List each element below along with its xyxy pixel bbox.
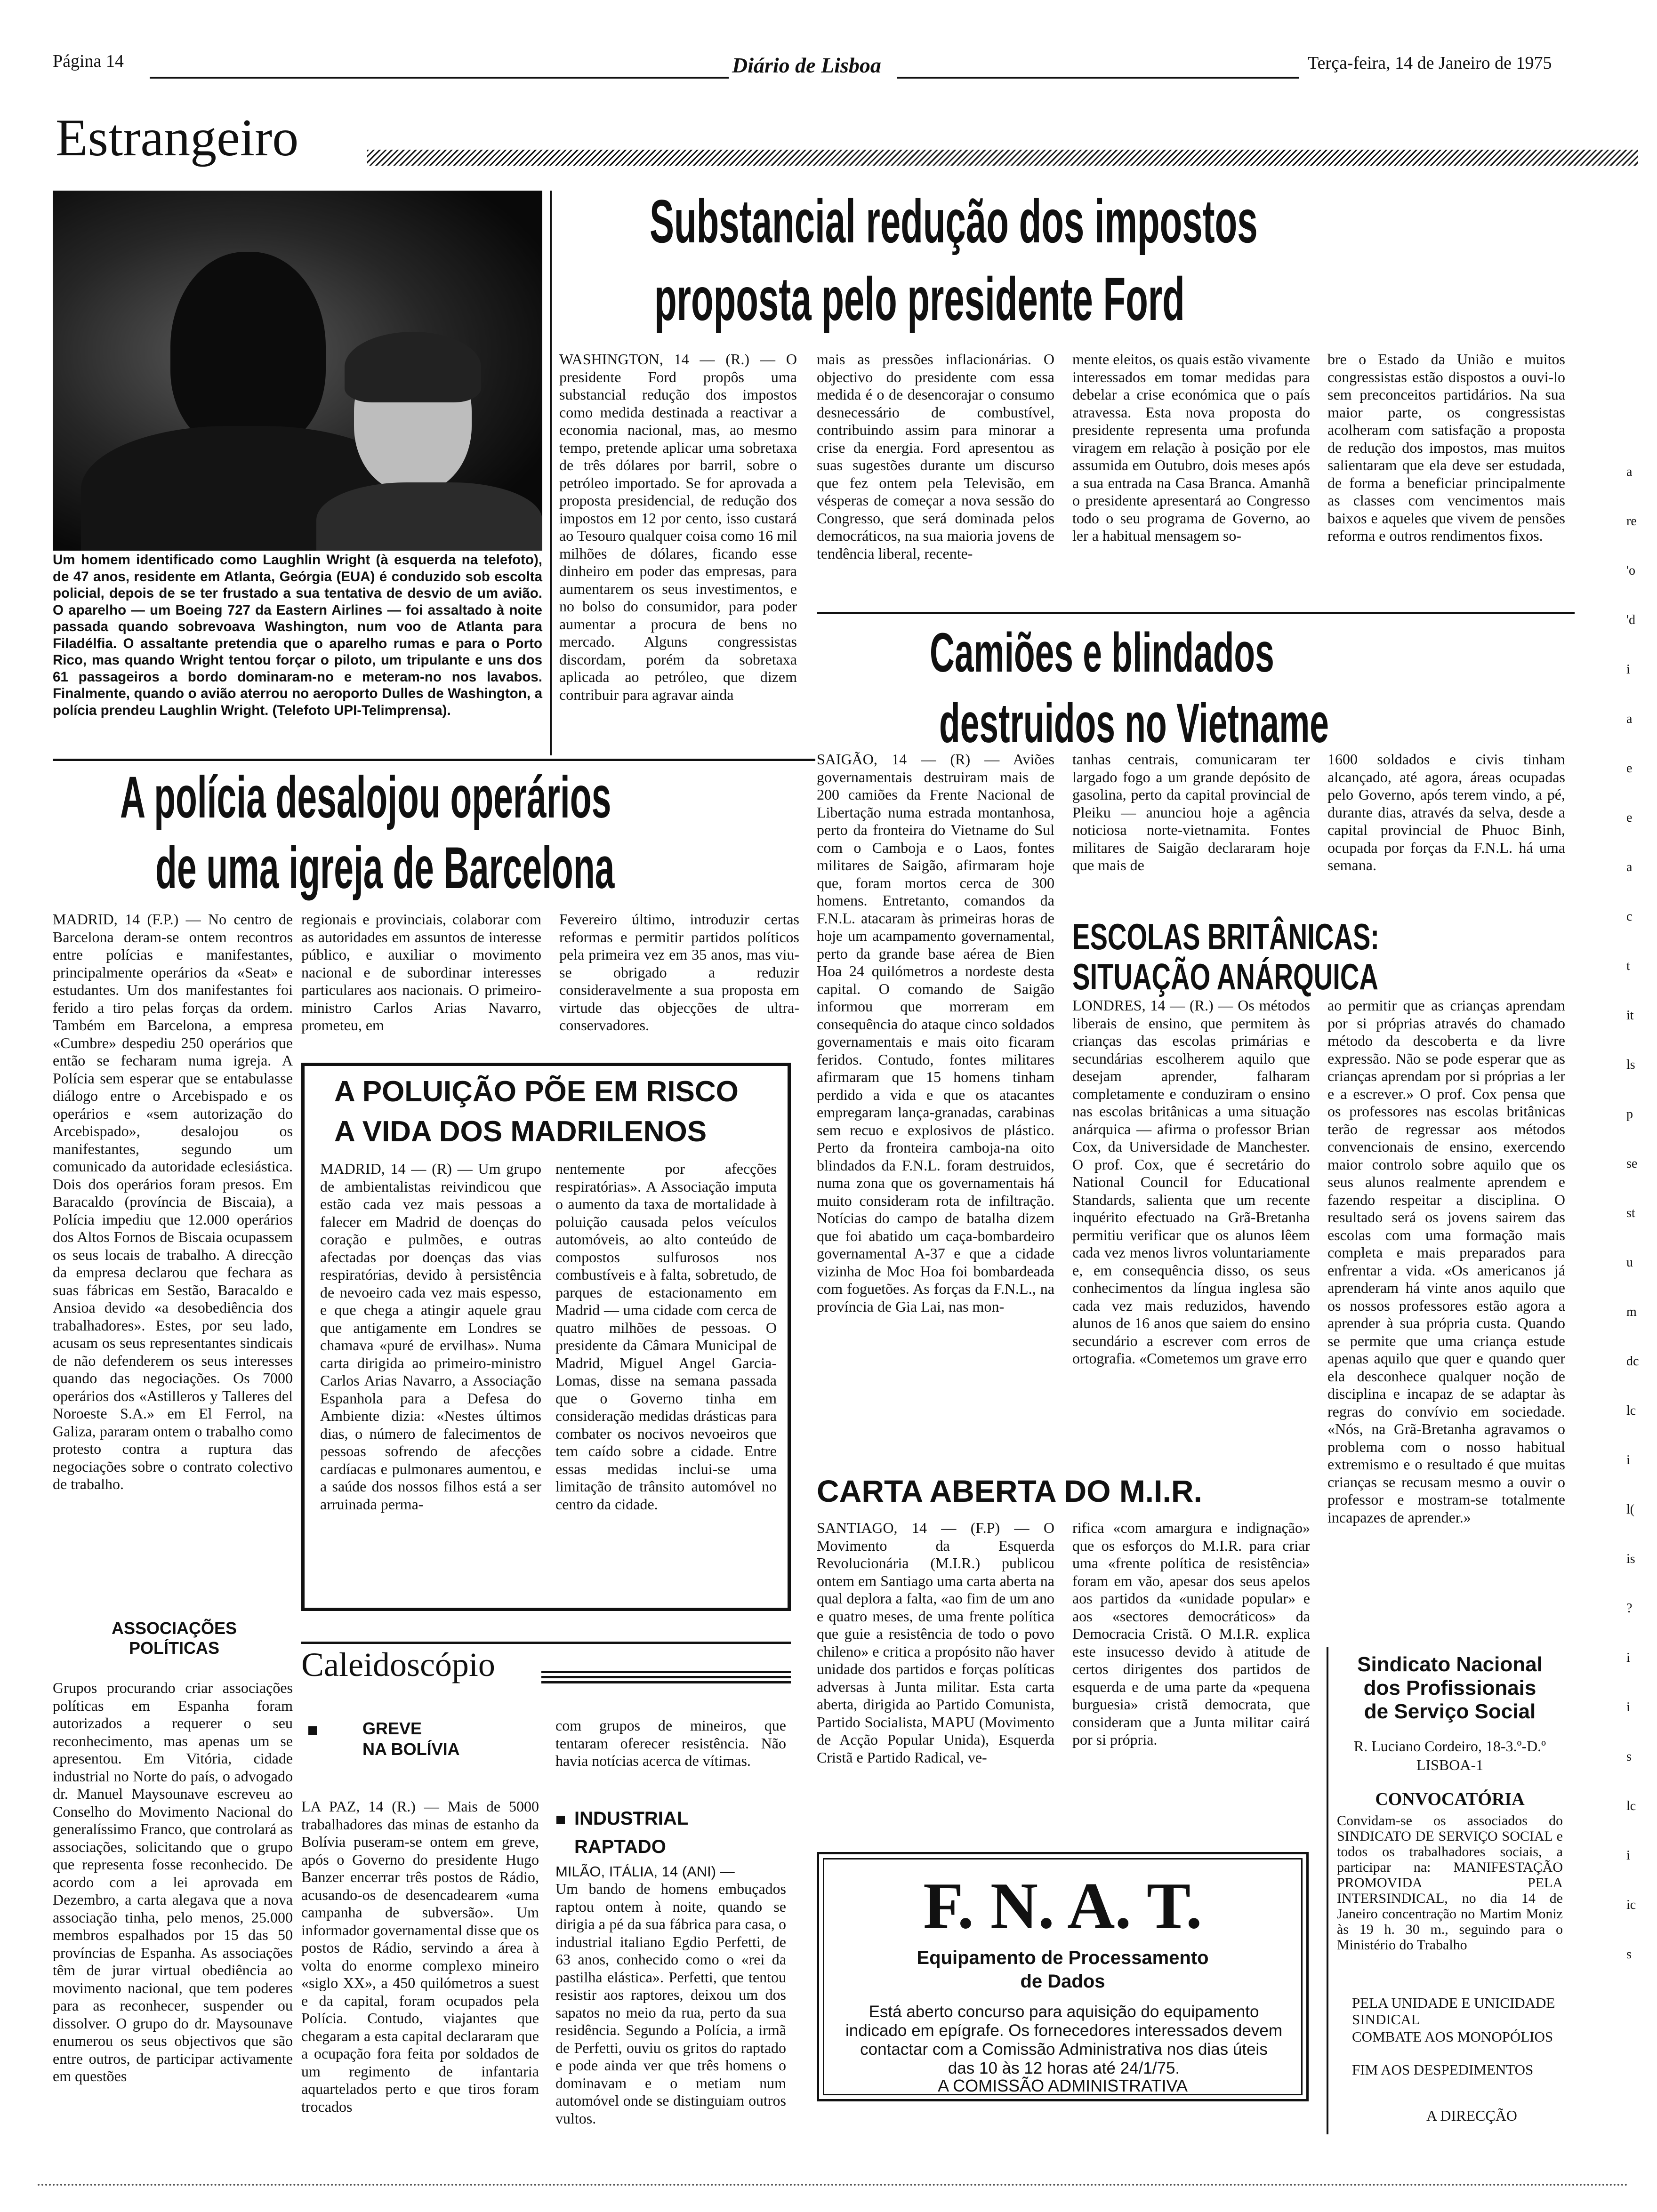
sindicato-body: Convidam-se os associados do SINDICATO DE SERVIÇO SOCIAL e todos os trabalhadores sociais, a participar na: MANIFESTAÇÃO PROMOVIDA PELA INTERSINDICAL, no dia 14 de Janeiro concentração no Martim Moniz às 19 h. 30 m., seguindo para o Ministério do Trabalho	[1337, 1813, 1563, 1953]
margin-fragment: lc	[1626, 1403, 1636, 1418]
fnat-subtitle-line2: de Dados	[1020, 1971, 1105, 1992]
ford-column-2: mais as pressões inflacionárias. O objectivo do presidente com essa medida é o de desencorajar o consumo desnecessário de combustível, contribuindo assim para minorar a crise da energia. Ford apresentou as suas sugestões durante um discurso que fez ontem pela Televisão, em vésperas de começar a nova sessão do Congresso, que será dominada pelos democráticos, na sua maioria jovens de tendência liberal, recente-	[817, 351, 1054, 562]
mir-column-2: rifica «com amargura e indignação» que os esforços do M.I.R. para criar uma «frente política de resistência» foram em vão, apesar dos seus apelos aos partidos da «unidade popular» e aos «sectores democráticos» da Democracia Cristã. O M.I.R. explica este insucesso devido à atitude de certos dirigentes dos partidos de esquerda e de uma parte da «pequena burguesia» cristã democrata, que consideram que a Junta militar cairá por si própria.	[1072, 1519, 1310, 1748]
escolas-headline-line1: ESCOLAS BRITÂNICAS:	[1072, 916, 1380, 957]
photo-caption: Um homem identificado como Laughlin Wright (à esquerda na telefoto), de 47 anos, residente em Atlanta, Geórgia (EUA) é conduzido sob escolta policial, depois de se ter frustado a sua tentativa de desvio de um avião. O aparelho — um Boeing 727 da Eastern Airlines — foi assaltado à noite passada quando sobrevoava Washington, num voo de Atlanta para Filadélfia. O assaltante pretendia que o aparelho rumas e para o Porto Rico, mas quando Wright tentou forçar o piloto, um tripulante e uns dos 61 passageiros a bordo dominaram-no e meteram-no nos lavabos. Finalmente, quando o avião aterrou no aeroporto Dulles de Washington, a polícia prendeu Laughlin Wright. (Telefoto UPI-Telimprensa).	[53, 552, 542, 718]
vietnam-headline-line1: Camiões e blindados	[930, 622, 1274, 684]
policia-headline-line2: de uma igreja de Barcelona	[155, 835, 615, 901]
margin-fragment: u	[1626, 1255, 1633, 1270]
sindicato-slogan-3: FIM AOS DESPEDIMENTOS	[1352, 2061, 1534, 2078]
greve-body: LA PAZ, 14 (R.) — Mais de 5000 trabalhadores das minas de estanho da Bolívia puseram-se ontem em greve, após o Governo do presidente Hugo Banzer encerrar três postos de Rádio, acusando-os de desencadearem «uma campanha de subversão». Um informador governamental disse que os postos de Rádio, servindo a área à volta do enorme complexo mineiro «siglo XX», a 450 quilómetros a suest e da capital, foram ocupados pela Polícia. Contudo, viajantes que chegaram a esta capital declararam que a ocupação fora feita por soldados de um regimento de infantaria aquartelados perto e que tiros foram trocados	[301, 1798, 539, 2115]
fnat-subtitle-line1: Equipamento de Processamento	[917, 1948, 1209, 1968]
associacoes-heading-line2: POLÍTICAS	[129, 1638, 219, 1658]
horizontal-rule	[817, 612, 1575, 614]
margin-fragment: dc	[1626, 1354, 1639, 1369]
raptado-body: Um bando de homens embuçados raptou ontem à noite, quando se dirigia a pé da sua fábrica para casa, o industrial italiano Egdio Perfetti, de 63 anos, conhecido como o «rei da pastilha elástica». Perfetti, que tentou resistir aos raptores, deixou um dos sapatos no meio da rua, perto da sua residência. Segundo a Polícia, a irmã de Perfetti, ouviu os gritos do raptado e pode ainda ver que três homens o dominavam e o metiam num automóvel onde se distinguiam outros vultos.	[555, 1880, 786, 2127]
poluicao-column-1: MADRID, 14 — (R) — Um grupo de ambientalistas reivindicou que estão cada vez mais pessoas a falecer em Madrid de doenças do coração e pulmões, e outras afectadas por doenças das vias respiratórias, devido à persistência de nevoeiro cada vez mais espesso, e que chega a atingir aquele grau que antigamente em Londres se chamava «puré de ervilhas». Numa carta dirigida ao primeiro-ministro Carlos Arias Navarro, a Associação Espanhola para a Defesa do Ambiente dizia: «Nestes últimos dias, o número de falecimentos de pessoas sofrendo de afecções cardíacas e pulmonares aumentou, e a saúde dos nossos filhos está a ser arruinada perma-	[320, 1160, 541, 1513]
margin-fragment: t	[1626, 959, 1630, 973]
margin-fragment: i	[1626, 1651, 1630, 1665]
policia-column-1: MADRID, 14 (F.P.) — No centro de Barcelona deram-se ontem recontros entre polícias e manifestantes, principalmente operários da «Seat» e estudantes. Um dos manifestantes foi ferido a tiro pelas forças da ordem. Também em Barcelona, a empresa «Cumbre» despediu 250 operários que então se fecharam numa igreja. A Polícia sem esperar que se entabulasse diálogo entre o Arcebispado e os operários e «sem autorização do Arcebispado», desalojou os manifestantes, segundo um comunicado da autoridade eclesiástica. Dois dos operários foram presos. Em Baracaldo (província de Biscaia), a Polícia impediu que 12.000 operários dos Altos Fornos de Biscaia ocupassem os seus locais de trabalho. A direcção da empresa declarou que fechara as suas fábricas em Sestão, Baracaldo e Ansioa devido «a desobediência dos trabalhadores». Estes, por seu lado, acusam os seus representantes sindicais de não defenderem os seus interesses quando das negociações. Os 7000 operários dos «Astilleros y Talleres del Noroeste S.A.» em El Ferrol, na Galiza, pararam ontem o trabalho como protesto contra a ruptura das negociações sobre o contrato colectivo de trabalho.	[53, 911, 293, 1492]
margin-fragment: ?	[1626, 1601, 1633, 1616]
margin-fragment: ls	[1626, 1058, 1635, 1072]
ford-headline-line1: Substancial redução dos impostos	[650, 187, 1258, 256]
margin-fragment: l(	[1626, 1502, 1635, 1517]
margin-fragment: s	[1626, 1749, 1632, 1764]
sindicato-name-line3: de Serviço Social	[1364, 1700, 1536, 1723]
poluicao-headline-line1: A POLUIÇÃO PÕE EM RISCO	[334, 1075, 739, 1108]
column-rule	[550, 191, 552, 755]
vietnam-column-2: tanhas centrais, comunicaram ter largado fogo a um grande depósito de gasolina, perto da capital provincial de Pleiku — anunciou hoje a agência noticiosa norte-vietnamita. Fontes militares de Saigão declararam hoje que mais de	[1072, 751, 1310, 874]
margin-fragment: i	[1626, 1848, 1630, 1863]
margin-fragment: i	[1626, 662, 1630, 677]
mir-column-1: SANTIAGO, 14 — (F.P) — O Movimento da Esquerda Revolucionária (M.I.R.) publicou ontem em Santiago uma carta aberta na qual deplora a falta, «ao fim de um ano e quatro meses, de uma frente política que guie a resistência de todo o povo chileno» e critica a propósito não haver unidade dos partidos e forças políticas adversas à Junta militar. Esta carta aberta, dirigida ao Partido Comunista, Partido Socialista, MAPU (Movimento de Acção Popular Unida), Esquerda Cristã e Partido Radical, ve-	[817, 1519, 1054, 1766]
poluicao-headline-line2: A VIDA DOS MADRILENOS	[334, 1115, 707, 1148]
sindicato-address-line2: LISBOA-1	[1416, 1756, 1484, 1773]
margin-fragment: 'o	[1626, 563, 1636, 578]
margin-fragments	[1626, 447, 1650, 1979]
margin-fragment: 'd	[1626, 613, 1636, 627]
sindicato-slogan-2: COMBATE AOS MONOPÓLIOS	[1352, 2028, 1553, 2045]
margin-fragment: re	[1626, 514, 1637, 529]
bullet-icon	[308, 1726, 317, 1735]
section-title-hatch	[367, 150, 1638, 166]
masthead-title: Diário de Lisboa	[732, 53, 881, 77]
vietnam-column-1: SAIGÃO, 14 — (R) — Aviões governamentais destruiram mais de 200 camiões da Frente Nacional de Libertação numa estrada montanhosa, perto da fronteira do Vietname do Sul com o Camboja e o Laos, fontes militares de Saigão, afirmaram hoje que, foram mortos cerca de 300 homens. Entretanto, comandos da F.N.L. atacaram às primeiras horas de hoje um acampamento governamental, perto da grande base aérea de Bien Hoa 24 quilómetros a nordeste desta capital. O comando de Saigão informou que morreram em consequência do ataque cinco soldados governamentais e mais oito ficaram feridos. Contudo, fontes militares afirmaram que 15 homens tinham perdido a vida e que os atacantes empregaram lança-granadas, carabinas sem recuo e explosivos de plástico. Perto da fronteira camboja-na oito blindados da F.N.L. foram destruidos, numa zona que os governamentais há muito consideram rota de infiltração. Notícias do campo de batalha dizem que foi abatido um caça-bombardeiro governamental A-37 e que a cidade vizinha de Moc Hoa foi bombardeada com foguetões. As forças da F.N.L., na província de Gia Lai, nas mon-	[817, 751, 1054, 1315]
photo-figure-left	[170, 252, 326, 449]
escolas-column-1: LONDRES, 14 — (R.) — Os métodos liberais de ensino, que permitem às crianças das escolas primárias e secundárias escolherem aquilo que desejam aprender, falharam completamente e conduziram o ensino nas escolas britânicas a uma situação anárquica — afirma o professor Brian Cox, da Universidade de Manchester. O prof. Cox, que é secretário do National Council for Educational Standards, salienta que um recente inquérito efectuado na Grã-Bretanha permitiu verificar que os alunos lêem cada vez menos livros voluntariamente e, em consequência disso, os seus conhecimentos da língua inglesa são cada vez mais reduzidos, havendo alunos de 16 anos que saiem do ensino secundário a escrever com erros de ortografia. «Cometemos um grave erro	[1072, 997, 1310, 1367]
policia-column-2: regionais e provinciais, colaborar com as autoridades em assuntos de interesse público, e auxiliar o movimento nacional e de subordinar interesses particulares aos nacionais. O primeiro-ministro Carlos Arias Navarro, prometeu, em	[301, 911, 541, 1034]
sindicato-address-line1: R. Luciano Cordeiro, 18-3.º-D.º	[1353, 1738, 1546, 1755]
vietnam-headline-line2: destruidos no Vietname	[939, 692, 1329, 754]
margin-fragment: i	[1626, 1700, 1630, 1715]
margin-fragment: m	[1626, 1305, 1637, 1319]
bottom-edge	[38, 2184, 1629, 2188]
raptado-dateline: MILÃO, ITÁLIA, 14 (ANI) —	[555, 1863, 735, 1880]
section-title: Estrangeiro	[56, 109, 299, 167]
associacoes-body: Grupos procurando criar associações políticas em Espanha foram autorizados a requerer o seu reconhecimento, mas apenas um se apresentou. Em Vitória, cidade industrial no Norte do país, o advogado dr. Manuel Maysounave escreveu ao Conselho do Movimento Nacional do generalíssimo Franco, que controlará as associações, solicitando que o grupo que representa fosse reconhecido. De acordo com a lei aprovada em Dezembro, a carta alegava que a nova associação tinha, pelo menos, 25.000 membros espalhados por 15 das 50 províncias de Espanha. As associações têm de jurar virtual obediência ao movimento nacional, que tem poderes para as reconhecer, suspender ou dissolver. O grupo do dr. Maysounave enumerou os seus objectivos que são entre outros, de participar activamente em questões	[53, 1679, 293, 2084]
margin-fragment: se	[1626, 1156, 1638, 1171]
sindicato-convocatoria: CONVOCATÓRIA	[1375, 1789, 1525, 1809]
caleidoscopio-stripe	[541, 1668, 791, 1683]
margin-fragment: a	[1626, 860, 1633, 874]
sindicato-name-line1: Sindicato Nacional	[1357, 1653, 1543, 1676]
greve-continuation: com grupos de mineiros, que tentaram oferecer resistência. Não havia notícias acerca de vítimas.	[555, 1717, 786, 1769]
page-number: Página 14	[53, 51, 124, 71]
escolas-headline-line2: SITUAÇÃO ANÁRQUICA	[1072, 956, 1378, 997]
masthead-date: Terça-feira, 14 de Janeiro de 1975	[1308, 53, 1552, 73]
policia-column-3: Fevereiro último, introduzir certas reformas e permitir partidos políticos pela primeira vez em 35 anos, mas viu-se obrigado a reduzir consideravelmente a sua proposta em virtude das objecções de ultra-conservadores.	[559, 911, 799, 1034]
fnat-signature: A COMISSÃO ADMINISTRATIVA	[938, 2076, 1188, 2095]
greve-heading-line2: NA BOLÍVIA	[362, 1739, 460, 1759]
margin-fragment: e	[1626, 761, 1633, 776]
ford-column-1: WASHINGTON, 14 — (R.) — O presidente Ford propôs uma substancial redução dos impostos como medida destinada a reactivar a economia nacional, mas, ao mesmo tempo, pretende aplicar uma sobretaxa de três dólares por barril, sobre o petróleo importado. Se for aprovada a proposta presidencial, de redução dos impostos em 12 por cento, isso custará ao Tesouro qualquer coisa como 16 mil milhões de dólares, ficando esse dinheiro em poder das empresas, para aumentarem os seus investimentos, e no bolso do consumidor, para poder aumentar a procura de bens no mercado. Alguns congressistas discordam, porém da sobretaxa aplicada ao petróleo, que dizem contribuir para agravar ainda	[559, 351, 797, 703]
ford-headline-line2: proposta pelo presidente Ford	[654, 264, 1185, 333]
margin-fragment: lc	[1626, 1799, 1636, 1813]
margin-fragment: s	[1626, 1947, 1632, 1962]
vietnam-column-3: 1600 soldados e civis tinham alcançado, até agora, áreas ocupadas pelo Governo, após terem vindo, a pé, durante dias, através da selva, desde a capital provincial de Phuoc Binh, ocupada por forças da F.N.L. há uma semana.	[1327, 751, 1565, 874]
margin-fragment: is	[1626, 1552, 1635, 1566]
policia-headline-line1: A polícia desalojou operários	[120, 765, 611, 830]
ad-border-left	[1327, 1647, 1328, 2134]
sindicato-signature: A DIRECÇÃO	[1426, 2107, 1517, 2124]
sindicato-name-line2: dos Profissionais	[1363, 1676, 1536, 1699]
ford-column-4: bre o Estado da União e muitos congressistas estão dispostos a ouvi-lo sem preconceitos partidários. Na sua maior parte, os congressistas acolheram com satisfação a proposta de redução dos impostos, mas muitos salientaram que ela deve ser estudada, de forma a beneficiar principalmente as classes com vencimentos mais baixos e aqueles que vivem de pensões reforma e outros rendimentos fixos.	[1327, 351, 1565, 544]
bullet-icon	[556, 1816, 565, 1824]
raptado-heading-line1: INDUSTRIAL	[574, 1808, 689, 1829]
margin-fragment: c	[1626, 909, 1633, 924]
raptado-heading-line2: RAPTADO	[574, 1836, 666, 1857]
masthead-rule-left	[150, 77, 729, 79]
ford-column-3: mente eleitos, os quais estão vivamente interessados em tomar medidas para debelar a crise económica que o país atravessa. Esta nova proposta do presidente representa uma profunda viragem em relação à posição por ele assumida em Outubro, dois meses após a sua entrada na Casa Branca. Amanhã o presidente apresentará ao Congresso todo o seu programa de Governo, ao ler a habitual mensagem so-	[1072, 351, 1310, 544]
horizontal-rule	[53, 759, 815, 761]
margin-fragment: it	[1626, 1008, 1634, 1023]
sindicato-slogan-1: PELA UNIDADE E UNICIDADE SINDICAL	[1352, 1995, 1555, 2028]
mir-headline: CARTA ABERTA DO M.I.R.	[817, 1474, 1202, 1508]
poluicao-column-2: nentemente por afecções respiratórias». A Associação imputa o aumento da taxa de mortalidade à poluição causada pelos veículos automóveis, ao alto conteúdo de compostos sulfurosos nos combustíveis e à falta, sobretudo, de parques de estacionamento em Madrid — uma cidade com cerca de quatro milhões de pessoas. O presidente da Câmara Municipal de Madrid, Miguel Angel Garcia-Lomas, disse na semana passada que o Governo tinha em consideração medidas drásticas para combater os nocivos nevoeiros que tem caído sobre a cidade. Entre essas medidas inclui-se uma limitação de trânsito automóvel no centro da cidade.	[555, 1160, 777, 1513]
margin-fragment: a	[1626, 712, 1633, 726]
margin-fragment: a	[1626, 465, 1633, 479]
escolas-column-2: ao permitir que as crianças aprendam por si próprias através do chamado método da descoberta e da livre expressão. Não se pode esperar que as crianças aprendam por si próprias a ler e a escrever.» O prof. Cox pensa que os professores nas escolas britânicas terão de regressar aos métodos convencionais de ensino, exercendo maior controlo sobre aquilo que os seus alunos realmente aprendem e fazendo respeitar a disciplina. O resultado será os jovens sairem das escolas com uma formação mais completa e mais preparados para enfrentar a vida. «Os americanos já aprenderam há vinte anos aquilo que os nossos professores estão agora a aprender à sua própria custa. Quando se permite que uma criança estude apenas aquilo que quer e quando quer ela desconhece qualquer noção de disciplina e incapaz de se adaptar às regras do convívio em sociedade. «Nós, na Grã-Bretanha agravamos o problema com o nosso habitual extremismo e o resultado é que muitas crianças se recusam mesmo a ouvir o professor e mostram-se totalmente incapazes de aprender.»	[1327, 997, 1565, 1526]
photo-figure-right-body	[316, 482, 542, 551]
margin-fragment: p	[1626, 1107, 1633, 1122]
greve-heading-line1: GREVE	[362, 1719, 422, 1738]
masthead-rule-right	[897, 77, 1299, 79]
caleidoscopio-title: Caleidoscópio	[301, 1646, 495, 1683]
margin-fragment: ic	[1626, 1898, 1636, 1912]
margin-fragment: st	[1626, 1206, 1635, 1220]
news-photo	[53, 191, 542, 551]
photo-figure-right-hair	[345, 332, 481, 402]
fnat-title: F. N. A. T.	[923, 1869, 1202, 1942]
margin-fragment: e	[1626, 810, 1633, 825]
margin-fragment: i	[1626, 1453, 1630, 1467]
fnat-body: Está aberto concurso para aquisição do equipamento indicado em epígrafe. Os fornecedores interessados devem contactar com a Comissão Administrativa nos dias úteis das 10 às 12 horas até 24/1/75.	[845, 2003, 1282, 2077]
associacoes-heading-line1: ASSOCIAÇÕES	[111, 1619, 237, 1638]
